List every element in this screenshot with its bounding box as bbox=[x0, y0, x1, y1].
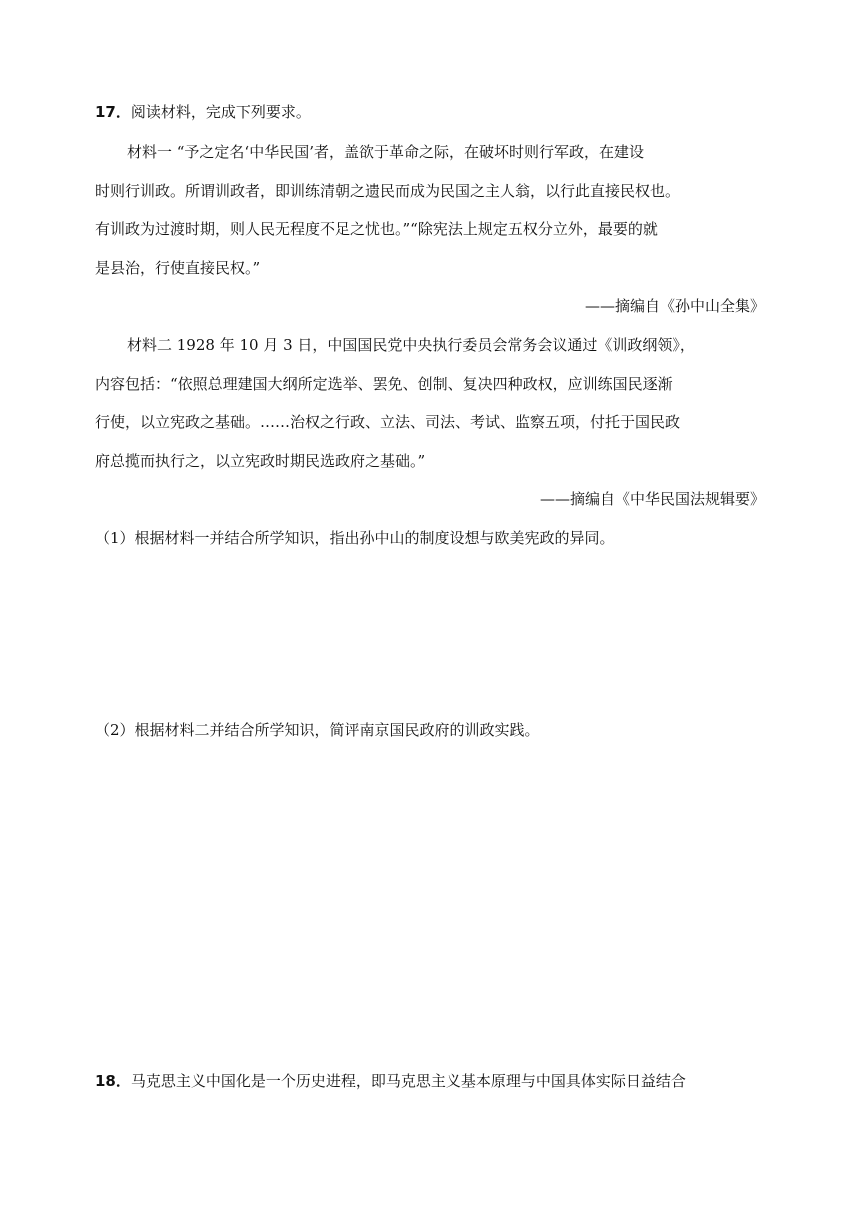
material2-line: 材料二 1928 年 10 月 3 日，中国国民党中央执行委员会常务会议通过《训政纲领》， bbox=[127, 336, 695, 354]
material1-line: 材料一 “予之定名‘中华民国’者，盖欲于革命之际，在破坏时则行军政，在建设 bbox=[127, 143, 644, 161]
subquestion-1: （1）根据材料一并结合所学知识，指出孙中山的制度设想与欧美宪政的异同。 bbox=[95, 529, 615, 547]
question-17-prompt: 阅读材料，完成下列要求。 bbox=[130, 103, 311, 121]
subquestion-2: （2）根据材料二并结合所学知识，简评南京国民政府的训政实践。 bbox=[95, 721, 540, 739]
material1-line: 时则行训政。所谓训政者，即训练清朝之遗民而成为民国之主人翁，以行此直接民权也。 bbox=[95, 182, 681, 200]
material2-line: 内容包括：“依照总理建国大纲所定选举、罢免、创制、复决四种政权，应训练国民逐渐 bbox=[95, 375, 673, 393]
question-18-header bbox=[95, 1071, 686, 1091]
material1-line: 有训政为过渡时期，则人民无程度不足之忧也。”“除宪法上规定五权分立外，最要的就 bbox=[95, 220, 658, 238]
material1-line: 是县治，行使直接民权。” bbox=[95, 259, 261, 277]
question-18-number: 18． bbox=[95, 1072, 131, 1090]
material2-line: 府总揽而执行之，以立宪政时期民选政府之基础。” bbox=[95, 452, 426, 470]
material1-source: ——摘编自《孙中山全集》 bbox=[584, 297, 765, 315]
question-18-text: 马克思主义中国化是一个历史进程，即马克思主义基本原理与中国具体实际日益结合 bbox=[130, 1072, 686, 1090]
question-17-header bbox=[95, 102, 311, 122]
question-17-number: 17． bbox=[95, 103, 131, 121]
material2-line: 行使，以立宪政之基础。……治权之行政、立法、司法、考试、监察五项，付托于国民政 bbox=[95, 413, 681, 431]
material2-source: ——摘编自《中华民国法规辑要》 bbox=[539, 490, 765, 508]
